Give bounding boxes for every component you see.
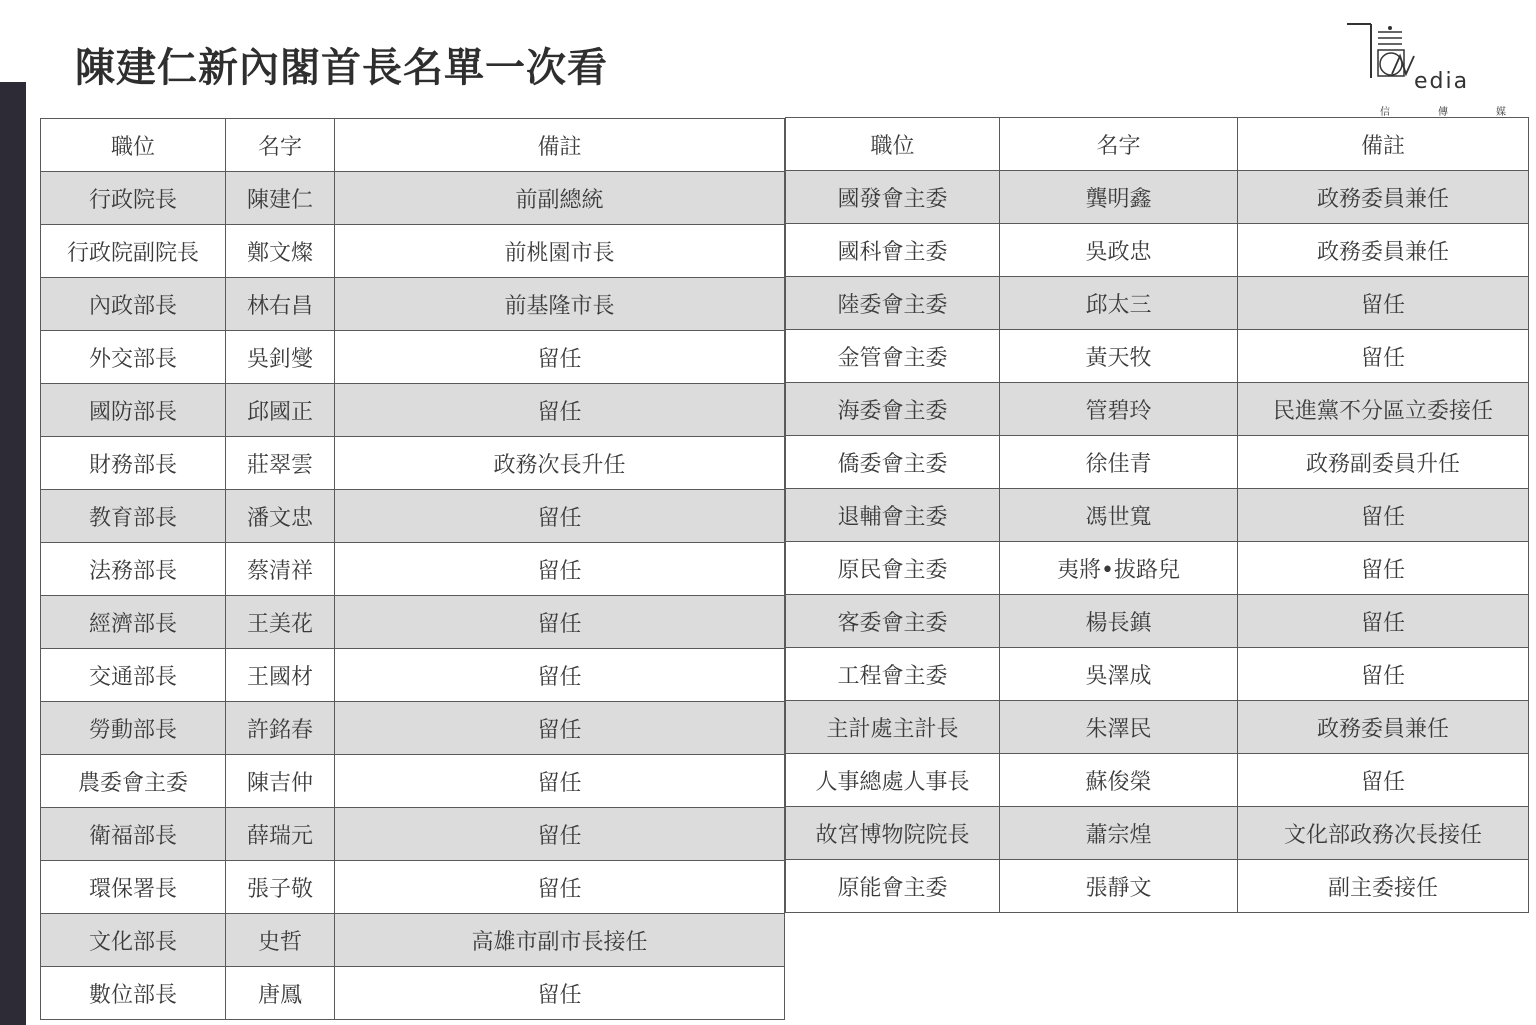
cell-note: 政務委員兼任 xyxy=(1238,224,1529,277)
table-row xyxy=(41,172,785,225)
cell-name: 朱澤民 xyxy=(1000,701,1238,754)
cell-note: 留任 xyxy=(335,384,785,437)
header-name: 名字 xyxy=(226,119,335,172)
cell-position: 國發會主委 xyxy=(786,171,1000,224)
table-row xyxy=(41,967,785,1020)
cell-note: 政務副委員升任 xyxy=(1238,436,1529,489)
table-row xyxy=(786,489,1529,542)
cell-note: 留任 xyxy=(335,967,785,1020)
cell-position: 財務部長 xyxy=(41,437,226,490)
cell-position: 陸委會主委 xyxy=(786,277,1000,330)
table-header-row xyxy=(786,118,1529,171)
cell-note: 留任 xyxy=(1238,277,1529,330)
table-row xyxy=(786,807,1529,860)
cell-position: 原能會主委 xyxy=(786,860,1000,913)
cell-position: 農委會主委 xyxy=(41,755,226,808)
cell-name: 鄭文燦 xyxy=(226,225,335,278)
cell-name: 薛瑞元 xyxy=(226,808,335,861)
table-row xyxy=(41,331,785,384)
cell-position: 主計處主計長 xyxy=(786,701,1000,754)
page-title: 陳建仁新內閣首長名單一次看 xyxy=(75,45,608,91)
table-row xyxy=(786,224,1529,277)
table-row xyxy=(41,914,785,967)
cell-position: 交通部長 xyxy=(41,649,226,702)
table-row xyxy=(786,171,1529,224)
cell-position: 金管會主委 xyxy=(786,330,1000,383)
header-position: 職位 xyxy=(786,118,1000,171)
cell-note: 留任 xyxy=(335,861,785,914)
cell-position: 國科會主委 xyxy=(786,224,1000,277)
cell-note: 留任 xyxy=(1238,648,1529,701)
table-row xyxy=(41,702,785,755)
cell-name: 黃天牧 xyxy=(1000,330,1238,383)
cell-name: 許銘春 xyxy=(226,702,335,755)
table-row xyxy=(786,701,1529,754)
cell-position: 工程會主委 xyxy=(786,648,1000,701)
cell-note: 前桃園市長 xyxy=(335,225,785,278)
table-row xyxy=(41,384,785,437)
table-row xyxy=(41,490,785,543)
cell-position: 外交部長 xyxy=(41,331,226,384)
left-cabinet-table xyxy=(40,118,785,1020)
cell-name: 史哲 xyxy=(226,914,335,967)
cell-name: 邱太三 xyxy=(1000,277,1238,330)
cell-name: 龔明鑫 xyxy=(1000,171,1238,224)
logo-sub-char: 傳 xyxy=(1438,107,1448,118)
cell-name: 吳釗燮 xyxy=(226,331,335,384)
table-row xyxy=(41,278,785,331)
cell-note: 留任 xyxy=(335,331,785,384)
cell-name: 王國材 xyxy=(226,649,335,702)
table-row xyxy=(41,808,785,861)
cell-position: 國防部長 xyxy=(41,384,226,437)
logo-sub-char: 媒 xyxy=(1496,107,1506,118)
cell-name: 馮世寬 xyxy=(1000,489,1238,542)
cell-position: 行政院副院長 xyxy=(41,225,226,278)
cell-name: 莊翠雲 xyxy=(226,437,335,490)
logo-text: edia xyxy=(1414,69,1470,94)
cell-note: 留任 xyxy=(1238,542,1529,595)
cell-note: 留任 xyxy=(1238,754,1529,807)
cell-note: 留任 xyxy=(335,596,785,649)
cell-name: 楊長鎮 xyxy=(1000,595,1238,648)
table-row xyxy=(786,595,1529,648)
cell-name: 蘇俊榮 xyxy=(1000,754,1238,807)
cell-note: 留任 xyxy=(335,702,785,755)
cell-note: 高雄市副市長接任 xyxy=(335,914,785,967)
cell-name: 王美花 xyxy=(226,596,335,649)
logo-sub-char: 信 xyxy=(1380,107,1390,118)
cell-name: 陳吉仲 xyxy=(226,755,335,808)
cell-position: 環保署長 xyxy=(41,861,226,914)
right-cabinet-table xyxy=(785,117,1529,913)
cell-position: 教育部長 xyxy=(41,490,226,543)
cell-name: 張子敬 xyxy=(226,861,335,914)
cell-name: 林右昌 xyxy=(226,278,335,331)
table-row xyxy=(41,543,785,596)
cell-note: 文化部政務次長接任 xyxy=(1238,807,1529,860)
cell-position: 海委會主委 xyxy=(786,383,1000,436)
cell-position: 經濟部長 xyxy=(41,596,226,649)
table-row xyxy=(41,861,785,914)
cell-note: 前副總統 xyxy=(335,172,785,225)
cell-position: 數位部長 xyxy=(41,967,226,1020)
header-position: 職位 xyxy=(41,119,226,172)
cell-name: 陳建仁 xyxy=(226,172,335,225)
table-row xyxy=(786,277,1529,330)
side-bar xyxy=(0,82,26,1025)
cell-note: 留任 xyxy=(1238,595,1529,648)
cell-name: 張靜文 xyxy=(1000,860,1238,913)
cell-position: 僑委會主委 xyxy=(786,436,1000,489)
cell-name: 吳政忠 xyxy=(1000,224,1238,277)
cell-note: 副主委接任 xyxy=(1238,860,1529,913)
cell-position: 勞動部長 xyxy=(41,702,226,755)
cell-position: 行政院長 xyxy=(41,172,226,225)
cell-note: 留任 xyxy=(335,755,785,808)
cell-note: 政務委員兼任 xyxy=(1238,171,1529,224)
cell-name: 徐佳青 xyxy=(1000,436,1238,489)
table-row xyxy=(786,754,1529,807)
table-row xyxy=(41,649,785,702)
cell-position: 故宮博物院院長 xyxy=(786,807,1000,860)
header-note: 備註 xyxy=(335,119,785,172)
table-header-row xyxy=(41,119,785,172)
table-row xyxy=(41,437,785,490)
cell-position: 法務部長 xyxy=(41,543,226,596)
cell-name: 管碧玲 xyxy=(1000,383,1238,436)
cell-note: 留任 xyxy=(1238,330,1529,383)
table-row xyxy=(786,860,1529,913)
table-row xyxy=(786,330,1529,383)
table-row xyxy=(41,225,785,278)
header-name: 名字 xyxy=(1000,118,1238,171)
cell-position: 文化部長 xyxy=(41,914,226,967)
cell-note: 留任 xyxy=(335,649,785,702)
cell-name: 吳澤成 xyxy=(1000,648,1238,701)
table-row xyxy=(786,542,1529,595)
table-row xyxy=(41,755,785,808)
cell-position: 內政部長 xyxy=(41,278,226,331)
cell-name: 唐鳳 xyxy=(226,967,335,1020)
cell-note: 留任 xyxy=(335,543,785,596)
cell-position: 退輔會主委 xyxy=(786,489,1000,542)
table-row xyxy=(41,596,785,649)
cell-note: 政務次長升任 xyxy=(335,437,785,490)
cell-name: 蔡清祥 xyxy=(226,543,335,596)
cell-note: 政務委員兼任 xyxy=(1238,701,1529,754)
cell-name: 蕭宗煌 xyxy=(1000,807,1238,860)
header-note: 備註 xyxy=(1238,118,1529,171)
cell-position: 客委會主委 xyxy=(786,595,1000,648)
cell-note: 民進黨不分區立委接任 xyxy=(1238,383,1529,436)
cell-note: 留任 xyxy=(335,490,785,543)
cell-position: 衛福部長 xyxy=(41,808,226,861)
cell-note: 留任 xyxy=(335,808,785,861)
table-row xyxy=(786,436,1529,489)
cell-position: 原民會主委 xyxy=(786,542,1000,595)
cell-position: 人事總處人事長 xyxy=(786,754,1000,807)
table-row xyxy=(786,383,1529,436)
cell-name: 夷將•拔路兒 xyxy=(1000,542,1238,595)
cell-name: 邱國正 xyxy=(226,384,335,437)
logo xyxy=(1344,18,1509,118)
cell-note: 前基隆市長 xyxy=(335,278,785,331)
cell-note: 留任 xyxy=(1238,489,1529,542)
table-row xyxy=(786,648,1529,701)
cell-name: 潘文忠 xyxy=(226,490,335,543)
